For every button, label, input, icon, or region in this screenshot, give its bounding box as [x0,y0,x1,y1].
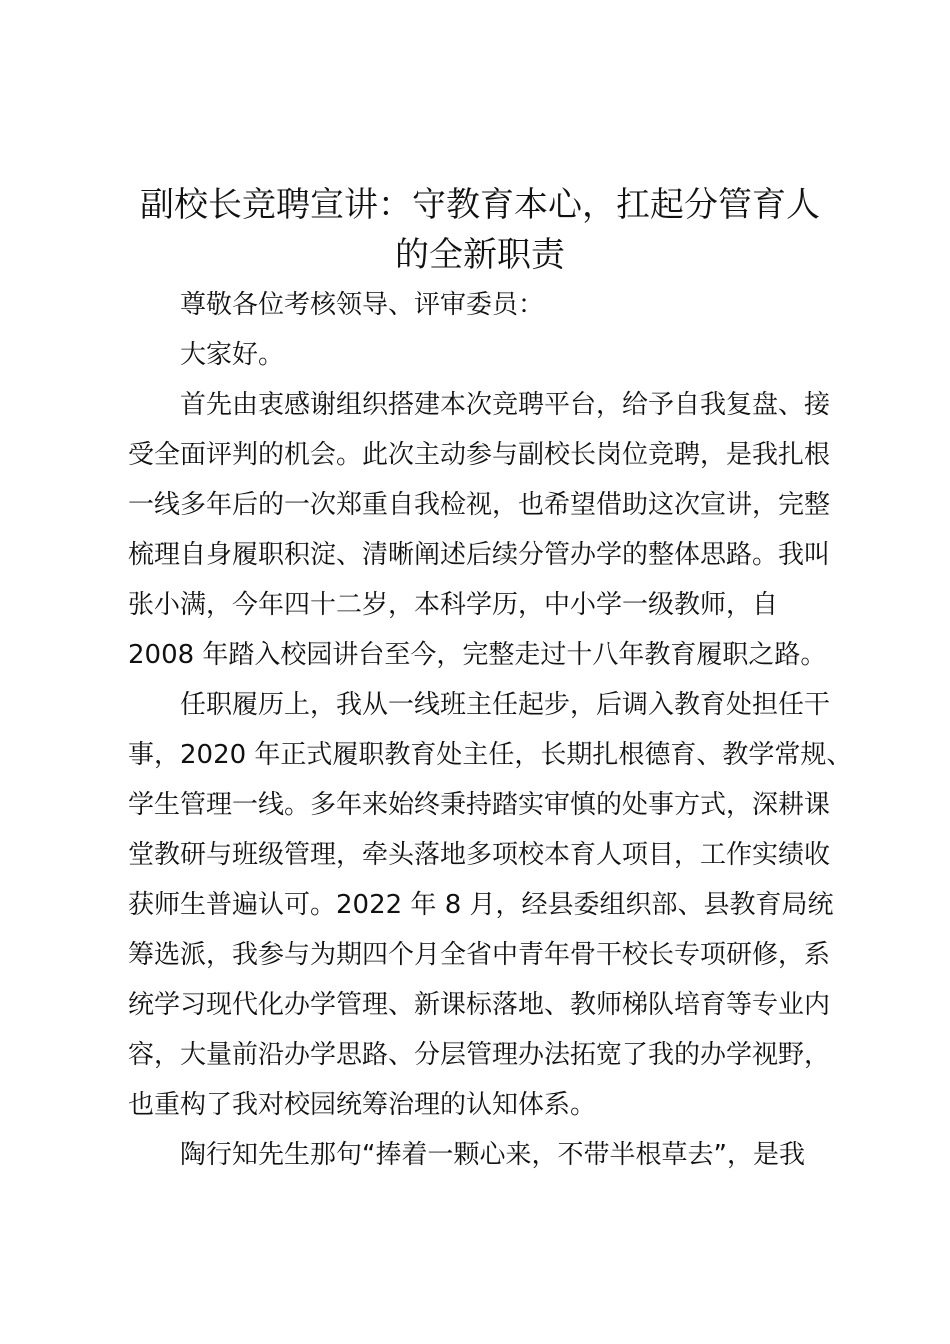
paragraph-1-line-5: 张小满，今年四十二岁，本科学历，中小学一级教师，自 [128,590,779,620]
paragraph-2-line-3: 学生管理一线。多年来始终秉持踏实审慎的处事方式，深耕课 [128,790,831,820]
paragraph-1-line-6: 2008 年踏入校园讲台至今，完整走过十八年教育履职之路。 [128,640,827,670]
salutation: 尊敬各位考核领导、评审委员： [180,290,545,320]
paragraph-2-line-1: 任职履历上，我从一线班主任起步，后调入教育处担任干 [180,690,831,720]
paragraph-2-line-4: 堂教研与班级管理，牵头落地多项校本育人项目，工作实绩收 [128,840,831,870]
paragraph-2-line-6: 筹选派，我参与为期四个月全省中青年骨干校长专项研修，系 [128,940,831,970]
title-line-1: 副校长竞聘宣讲：守教育本心，扛起分管育人 [140,185,820,225]
paragraph-2-line-8: 容，大量前沿办学思路、分层管理办法拓宽了我的办学视野， [128,1040,831,1070]
document-title [100,180,860,280]
paragraph-2-line-5: 获师生普遍认可。2022 年 8 月，经县委组织部、县教育局统 [128,890,834,920]
paragraph-1-line-2: 受全面评判的机会。此次主动参与副校长岗位竞聘，是我扎根 [128,440,831,470]
title-line-2: 的全新职责 [395,235,565,275]
greeting: 大家好。 [180,340,285,370]
paragraph-2-line-2: 事，2020 年正式履职教育处主任，长期扎根德育、教学常规、 [128,740,853,770]
paragraph-1-line-3: 一线多年后的一次郑重自我检视，也希望借助这次宣讲，完整 [128,490,831,520]
paragraph-3-line-1: 陶行知先生那句“捧着一颗心来，不带半根草去”，是我 [180,1140,805,1170]
document-body [128,280,853,1180]
paragraph-1-line-4: 梳理自身履职积淀、清晰阐述后续分管办学的整体思路。我叫 [128,540,831,570]
paragraph-2-line-7: 统学习现代化办学管理、新课标落地、教师梯队培育等专业内 [128,990,831,1020]
paragraph-1-line-1: 首先由衷感谢组织搭建本次竞聘平台，给予自我复盘、接 [180,390,831,420]
paragraph-2-line-9: 也重构了我对校园统筹治理的认知体系。 [128,1090,597,1120]
